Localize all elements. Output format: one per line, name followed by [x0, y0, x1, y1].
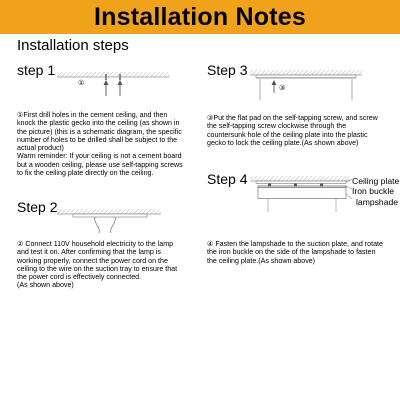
- lampshade-body: [258, 188, 346, 199]
- iron-buckle: [268, 184, 271, 187]
- ceiling-slab: [250, 176, 350, 181]
- desc-line: ② Connect 110V household electricity to the lamp: [17, 240, 174, 248]
- label-iron-buckle: Iron buckle: [352, 186, 395, 196]
- step-1-diagram: [55, 66, 173, 110]
- desc-line: knock the plastic gecko into the ceiling (as shown in: [17, 119, 180, 128]
- desc-line: countersunk hole of the ceiling plate into the plastic: [207, 130, 368, 139]
- desc-line: ①First drill holes in the cement ceiling, and then: [17, 111, 168, 119]
- desc-line: and test it on. After confirming that the lamp is: [17, 248, 161, 257]
- desc-line: the picture) (this is a schematic diagram, the specific: [17, 127, 182, 136]
- step-3-title: Step 3: [207, 62, 248, 78]
- step-2-title: Step 2: [17, 199, 58, 215]
- desc-line: to fix the ceiling plate directly on the ceiling.: [17, 169, 154, 178]
- desc-line: the self-tapping screw clockwise through the: [207, 122, 347, 131]
- desc-line: ③Put the flat pad on the self-tapping screw, and screw: [207, 114, 378, 122]
- ceiling-plate: [73, 214, 147, 217]
- desc-line: actual product): [17, 144, 64, 153]
- diagram-number: ①: [78, 80, 85, 87]
- power-wire: [95, 217, 100, 233]
- step-2-description: [17, 240, 202, 290]
- ceiling-slab: [250, 70, 362, 75]
- desc-line: the ceiling plate.(As shown above): [207, 256, 316, 265]
- step-4-diagram: [248, 172, 353, 214]
- drill-hole: [119, 74, 121, 80]
- ceiling-slab: [57, 72, 169, 77]
- desc-line: working properly, connect the power cord on the: [17, 256, 168, 265]
- step-1-description: [17, 111, 202, 177]
- step-4-description: [207, 240, 397, 265]
- desc-line: gecko to lock the ceiling plate.(As shown above): [207, 138, 359, 147]
- desc-line: Warm reminder: If your ceiling is not a cement board: [17, 152, 182, 161]
- label-lampshade: lampshade: [356, 197, 399, 207]
- step-3-description: [207, 114, 397, 147]
- desc-line: the power cord is effectively connected.: [17, 273, 142, 282]
- iron-buckle: [294, 184, 297, 187]
- iron-buckle: [320, 184, 323, 187]
- step-1-title: step 1: [17, 62, 56, 78]
- desc-line: ④ Fasten the lampshade to the suction plate, and rotate: [207, 240, 383, 248]
- desc-line: number of holes to be drilled shall be subject to the: [17, 135, 178, 144]
- ceiling-plate: [256, 75, 356, 78]
- desc-line: the iron buckle on the side of the lampshade to fasten: [207, 248, 376, 257]
- section-subtitle: Installation steps: [17, 37, 129, 54]
- diagram-number: ③: [279, 85, 286, 92]
- page-title: Installation Notes: [94, 2, 306, 31]
- ceiling-slab: [57, 209, 161, 214]
- desc-line: ceiling to the wire on the suction tray to ensure that: [17, 264, 178, 273]
- label-ceiling-plate: Ceiling plate: [352, 176, 400, 186]
- drill-hole: [105, 74, 107, 80]
- step-4-title: Step 4: [207, 171, 248, 187]
- power-wire: [111, 217, 116, 233]
- header-banner: [0, 0, 400, 34]
- desc-line: (As shown above): [17, 281, 74, 290]
- ceiling-plate: [256, 181, 346, 184]
- step-3-diagram: [248, 66, 366, 112]
- desc-line: but a wooden ceiling, please use self-tapping screws: [17, 160, 183, 169]
